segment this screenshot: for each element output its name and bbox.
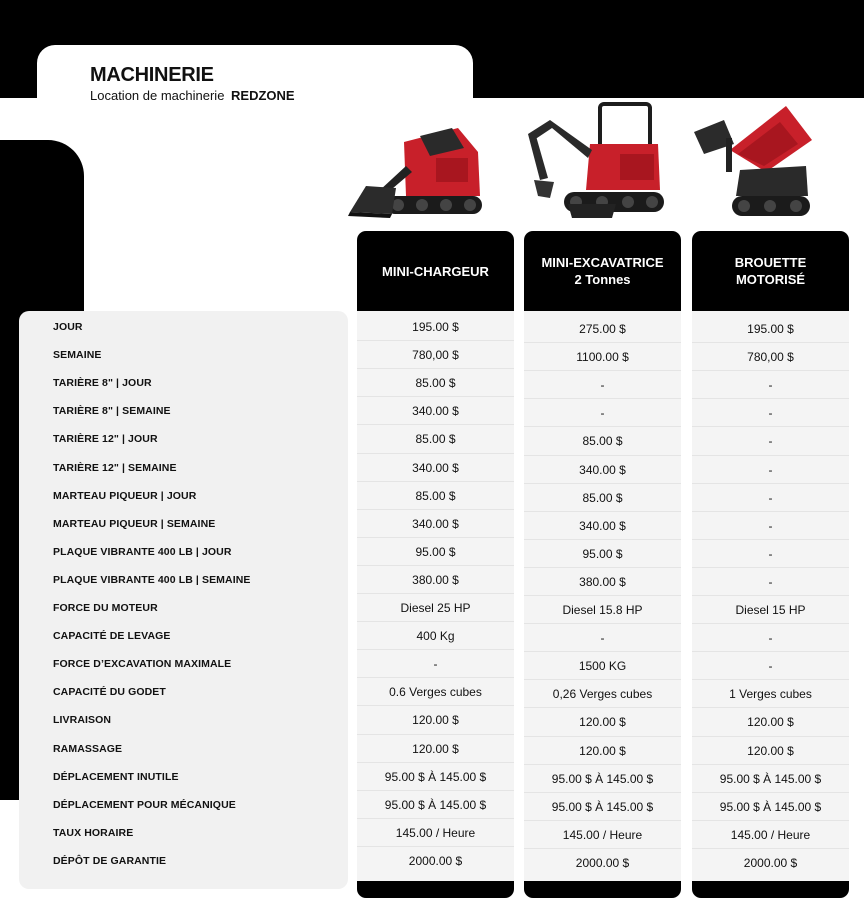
column-mini-chargeur bbox=[357, 231, 514, 898]
brand-name: REDZONE bbox=[231, 88, 295, 103]
table-cell: 340.00 $ bbox=[412, 516, 459, 531]
table-cell: 85.00 $ bbox=[415, 488, 456, 503]
column-title: MINI-CHARGEUR bbox=[382, 263, 489, 279]
row-divider bbox=[357, 818, 514, 819]
row-divider bbox=[357, 705, 514, 706]
table-cell: 145.00 / Heure bbox=[395, 825, 476, 840]
row-divider bbox=[692, 792, 849, 793]
brouette-motorise-image bbox=[690, 100, 820, 222]
row-divider bbox=[692, 679, 849, 680]
column-title: BROUETTE bbox=[734, 255, 807, 270]
table-cell: 120.00 $ bbox=[412, 713, 459, 728]
table-cell: 145.00 / Heure bbox=[562, 827, 643, 842]
row-label: TARIÈRE 8" | JOUR bbox=[53, 377, 152, 390]
row-divider bbox=[524, 651, 681, 652]
mini-excavatrice-image bbox=[520, 100, 670, 226]
row-divider bbox=[357, 481, 514, 482]
row-divider bbox=[357, 762, 514, 763]
row-divider bbox=[524, 623, 681, 624]
row-divider bbox=[524, 455, 681, 456]
table-cell: 195.00 $ bbox=[747, 322, 794, 336]
column-footer bbox=[524, 881, 681, 898]
table-cell: - bbox=[768, 546, 773, 561]
row-divider bbox=[524, 736, 681, 737]
table-cell: - bbox=[600, 631, 605, 646]
table-cell: 120.00 $ bbox=[747, 715, 794, 730]
row-divider bbox=[524, 370, 681, 371]
table-cell: 340.00 $ bbox=[412, 460, 459, 475]
table-cell: 2000.00 $ bbox=[743, 855, 798, 870]
row-divider bbox=[524, 426, 681, 427]
table-cell: - bbox=[768, 462, 773, 477]
table-cell: 120.00 $ bbox=[579, 743, 626, 758]
row-label: CAPACITÉ DU GODET bbox=[53, 686, 166, 699]
row-label: TARIÈRE 12" | SEMAINE bbox=[53, 461, 177, 474]
table-cell: 95.00 $ À 145.00 $ bbox=[719, 799, 822, 814]
row-label: DÉPÔT DE GARANTIE bbox=[53, 854, 167, 867]
row-divider bbox=[524, 567, 681, 568]
row-divider bbox=[524, 764, 681, 765]
row-label: TAUX HORAIRE bbox=[53, 826, 134, 839]
table-cell: 275.00 $ bbox=[579, 322, 626, 336]
row-divider bbox=[692, 483, 849, 484]
table-cell: 85.00 $ bbox=[582, 490, 623, 505]
table-cell: 780,00 $ bbox=[747, 350, 794, 365]
table-cell: 85.00 $ bbox=[415, 432, 456, 447]
row-label: FORCE DU MOTEUR bbox=[53, 602, 158, 614]
table-cell: 95.00 $ bbox=[415, 544, 456, 559]
row-label: SEMAINE bbox=[53, 349, 102, 362]
row-divider bbox=[692, 511, 849, 512]
row-divider bbox=[357, 593, 514, 594]
row-divider bbox=[357, 537, 514, 538]
row-divider bbox=[357, 509, 514, 510]
column-subtitle: MOTORISÉ bbox=[735, 272, 806, 287]
row-divider bbox=[524, 595, 681, 596]
row-divider bbox=[357, 677, 514, 678]
row-divider bbox=[524, 483, 681, 484]
table-cell: 400 Kg bbox=[416, 629, 455, 644]
table-cell: 95.00 $ À 145.00 $ bbox=[384, 769, 487, 784]
row-divider bbox=[692, 707, 849, 708]
row-divider bbox=[692, 455, 849, 456]
table-cell: - bbox=[768, 378, 773, 393]
row-label: RAMASSAGE bbox=[53, 742, 123, 755]
row-divider bbox=[524, 707, 681, 708]
row-divider bbox=[692, 539, 849, 540]
column-footer bbox=[357, 881, 514, 898]
row-divider bbox=[357, 368, 514, 369]
row-label: JOUR bbox=[53, 321, 83, 333]
row-divider bbox=[357, 340, 514, 341]
row-label: TARIÈRE 12" | JOUR bbox=[53, 433, 158, 446]
column-header bbox=[692, 231, 849, 311]
row-divider bbox=[692, 736, 849, 737]
table-cell: 85.00 $ bbox=[582, 434, 623, 449]
table-cell: 95.00 $ bbox=[582, 546, 623, 561]
row-divider bbox=[357, 734, 514, 735]
column-header bbox=[524, 231, 681, 311]
row-divider bbox=[357, 649, 514, 650]
table-cell: 120.00 $ bbox=[747, 743, 794, 758]
table-cell: 120.00 $ bbox=[412, 741, 459, 756]
column-footer bbox=[692, 881, 849, 898]
column-body bbox=[357, 311, 514, 881]
row-divider bbox=[692, 595, 849, 596]
table-cell: - bbox=[768, 490, 773, 505]
table-cell: 380.00 $ bbox=[412, 572, 459, 587]
table-cell: 85.00 $ bbox=[415, 376, 456, 391]
table-cell: 195.00 $ bbox=[412, 320, 459, 334]
row-label: CAPACITÉ DE LEVAGE bbox=[53, 630, 171, 643]
table-cell: 340.00 $ bbox=[579, 518, 626, 533]
table-cell: - bbox=[600, 378, 605, 393]
table-cell: Diesel 25 HP bbox=[400, 601, 471, 615]
row-divider bbox=[692, 567, 849, 568]
row-divider bbox=[524, 398, 681, 399]
column-body bbox=[692, 311, 849, 881]
table-cell: - bbox=[768, 574, 773, 589]
table-cell: - bbox=[433, 657, 438, 672]
row-divider bbox=[357, 424, 514, 425]
row-divider bbox=[357, 846, 514, 847]
row-divider bbox=[692, 651, 849, 652]
table-cell: 2000.00 $ bbox=[408, 853, 463, 868]
table-cell: 340.00 $ bbox=[579, 462, 626, 477]
row-label: FORCE D’EXCAVATION MAXIMALE bbox=[53, 658, 232, 671]
column-mini-excavatrice bbox=[524, 231, 681, 898]
table-cell: 0.6 Verges cubes bbox=[389, 685, 482, 700]
row-label: PLAQUE VIBRANTE 400 LB | SEMAINE bbox=[53, 573, 251, 586]
column-title: MINI-EXCAVATRICE bbox=[541, 255, 664, 270]
table-cell: 1 Verges cubes bbox=[729, 687, 812, 702]
row-label: DÉPLACEMENT POUR MÉCANIQUE bbox=[53, 798, 236, 811]
row-divider bbox=[692, 370, 849, 371]
table-cell: 145.00 / Heure bbox=[730, 827, 811, 842]
row-label: DÉPLACEMENT INUTILE bbox=[53, 770, 179, 783]
table-cell: 0,26 Verges cubes bbox=[552, 687, 653, 702]
row-label: PLAQUE VIBRANTE 400 LB | JOUR bbox=[53, 545, 232, 558]
row-divider bbox=[357, 453, 514, 454]
row-label: LIVRAISON bbox=[53, 714, 112, 727]
table-cell: 340.00 $ bbox=[412, 404, 459, 419]
row-divider bbox=[357, 565, 514, 566]
table-cell: 120.00 $ bbox=[579, 715, 626, 730]
row-divider bbox=[692, 764, 849, 765]
row-divider bbox=[524, 342, 681, 343]
row-divider bbox=[357, 396, 514, 397]
mini-chargeur-image bbox=[346, 122, 492, 220]
table-cell: - bbox=[600, 406, 605, 421]
table-cell: 95.00 $ À 145.00 $ bbox=[719, 771, 822, 786]
row-divider bbox=[692, 426, 849, 427]
row-label: TARIÈRE 8" | SEMAINE bbox=[53, 405, 171, 418]
table-cell: 780,00 $ bbox=[412, 348, 459, 363]
column-brouette-motorise bbox=[692, 231, 849, 898]
table-cell: - bbox=[768, 631, 773, 646]
column-body bbox=[524, 311, 681, 881]
table-cell: 2000.00 $ bbox=[575, 855, 630, 870]
subtitle-text: Location de machinerie bbox=[90, 88, 225, 103]
table-cell: 1100.00 $ bbox=[576, 350, 629, 365]
row-divider bbox=[692, 848, 849, 849]
row-divider bbox=[524, 792, 681, 793]
row-label: MARTEAU PIQUEUR | JOUR bbox=[53, 489, 197, 502]
row-divider bbox=[692, 342, 849, 343]
page-subtitle bbox=[90, 88, 295, 103]
table-cell: - bbox=[768, 659, 773, 674]
row-divider bbox=[524, 820, 681, 821]
table-cell: - bbox=[768, 434, 773, 449]
table-cell: 1500 KG bbox=[578, 659, 627, 674]
row-divider bbox=[524, 511, 681, 512]
column-subtitle: 2 Tonnes bbox=[574, 272, 631, 287]
row-divider bbox=[692, 398, 849, 399]
row-divider bbox=[524, 539, 681, 540]
row-divider bbox=[357, 621, 514, 622]
table-cell: - bbox=[768, 518, 773, 533]
table-cell: Diesel 15.8 HP bbox=[562, 603, 643, 617]
table-cell: Diesel 15 HP bbox=[735, 603, 806, 617]
column-header bbox=[357, 231, 514, 311]
table-cell: 95.00 $ À 145.00 $ bbox=[384, 797, 487, 812]
table-cell: 95.00 $ À 145.00 $ bbox=[551, 799, 654, 814]
row-divider bbox=[692, 623, 849, 624]
row-divider bbox=[524, 848, 681, 849]
title-card bbox=[37, 45, 473, 125]
row-divider bbox=[692, 820, 849, 821]
table-cell: 380.00 $ bbox=[579, 574, 626, 589]
row-divider bbox=[357, 790, 514, 791]
table-cell: 95.00 $ À 145.00 $ bbox=[551, 771, 654, 786]
page-title: MACHINERIE bbox=[90, 64, 214, 86]
row-label: MARTEAU PIQUEUR | SEMAINE bbox=[53, 517, 216, 530]
table-cell: - bbox=[768, 406, 773, 421]
row-divider bbox=[524, 679, 681, 680]
